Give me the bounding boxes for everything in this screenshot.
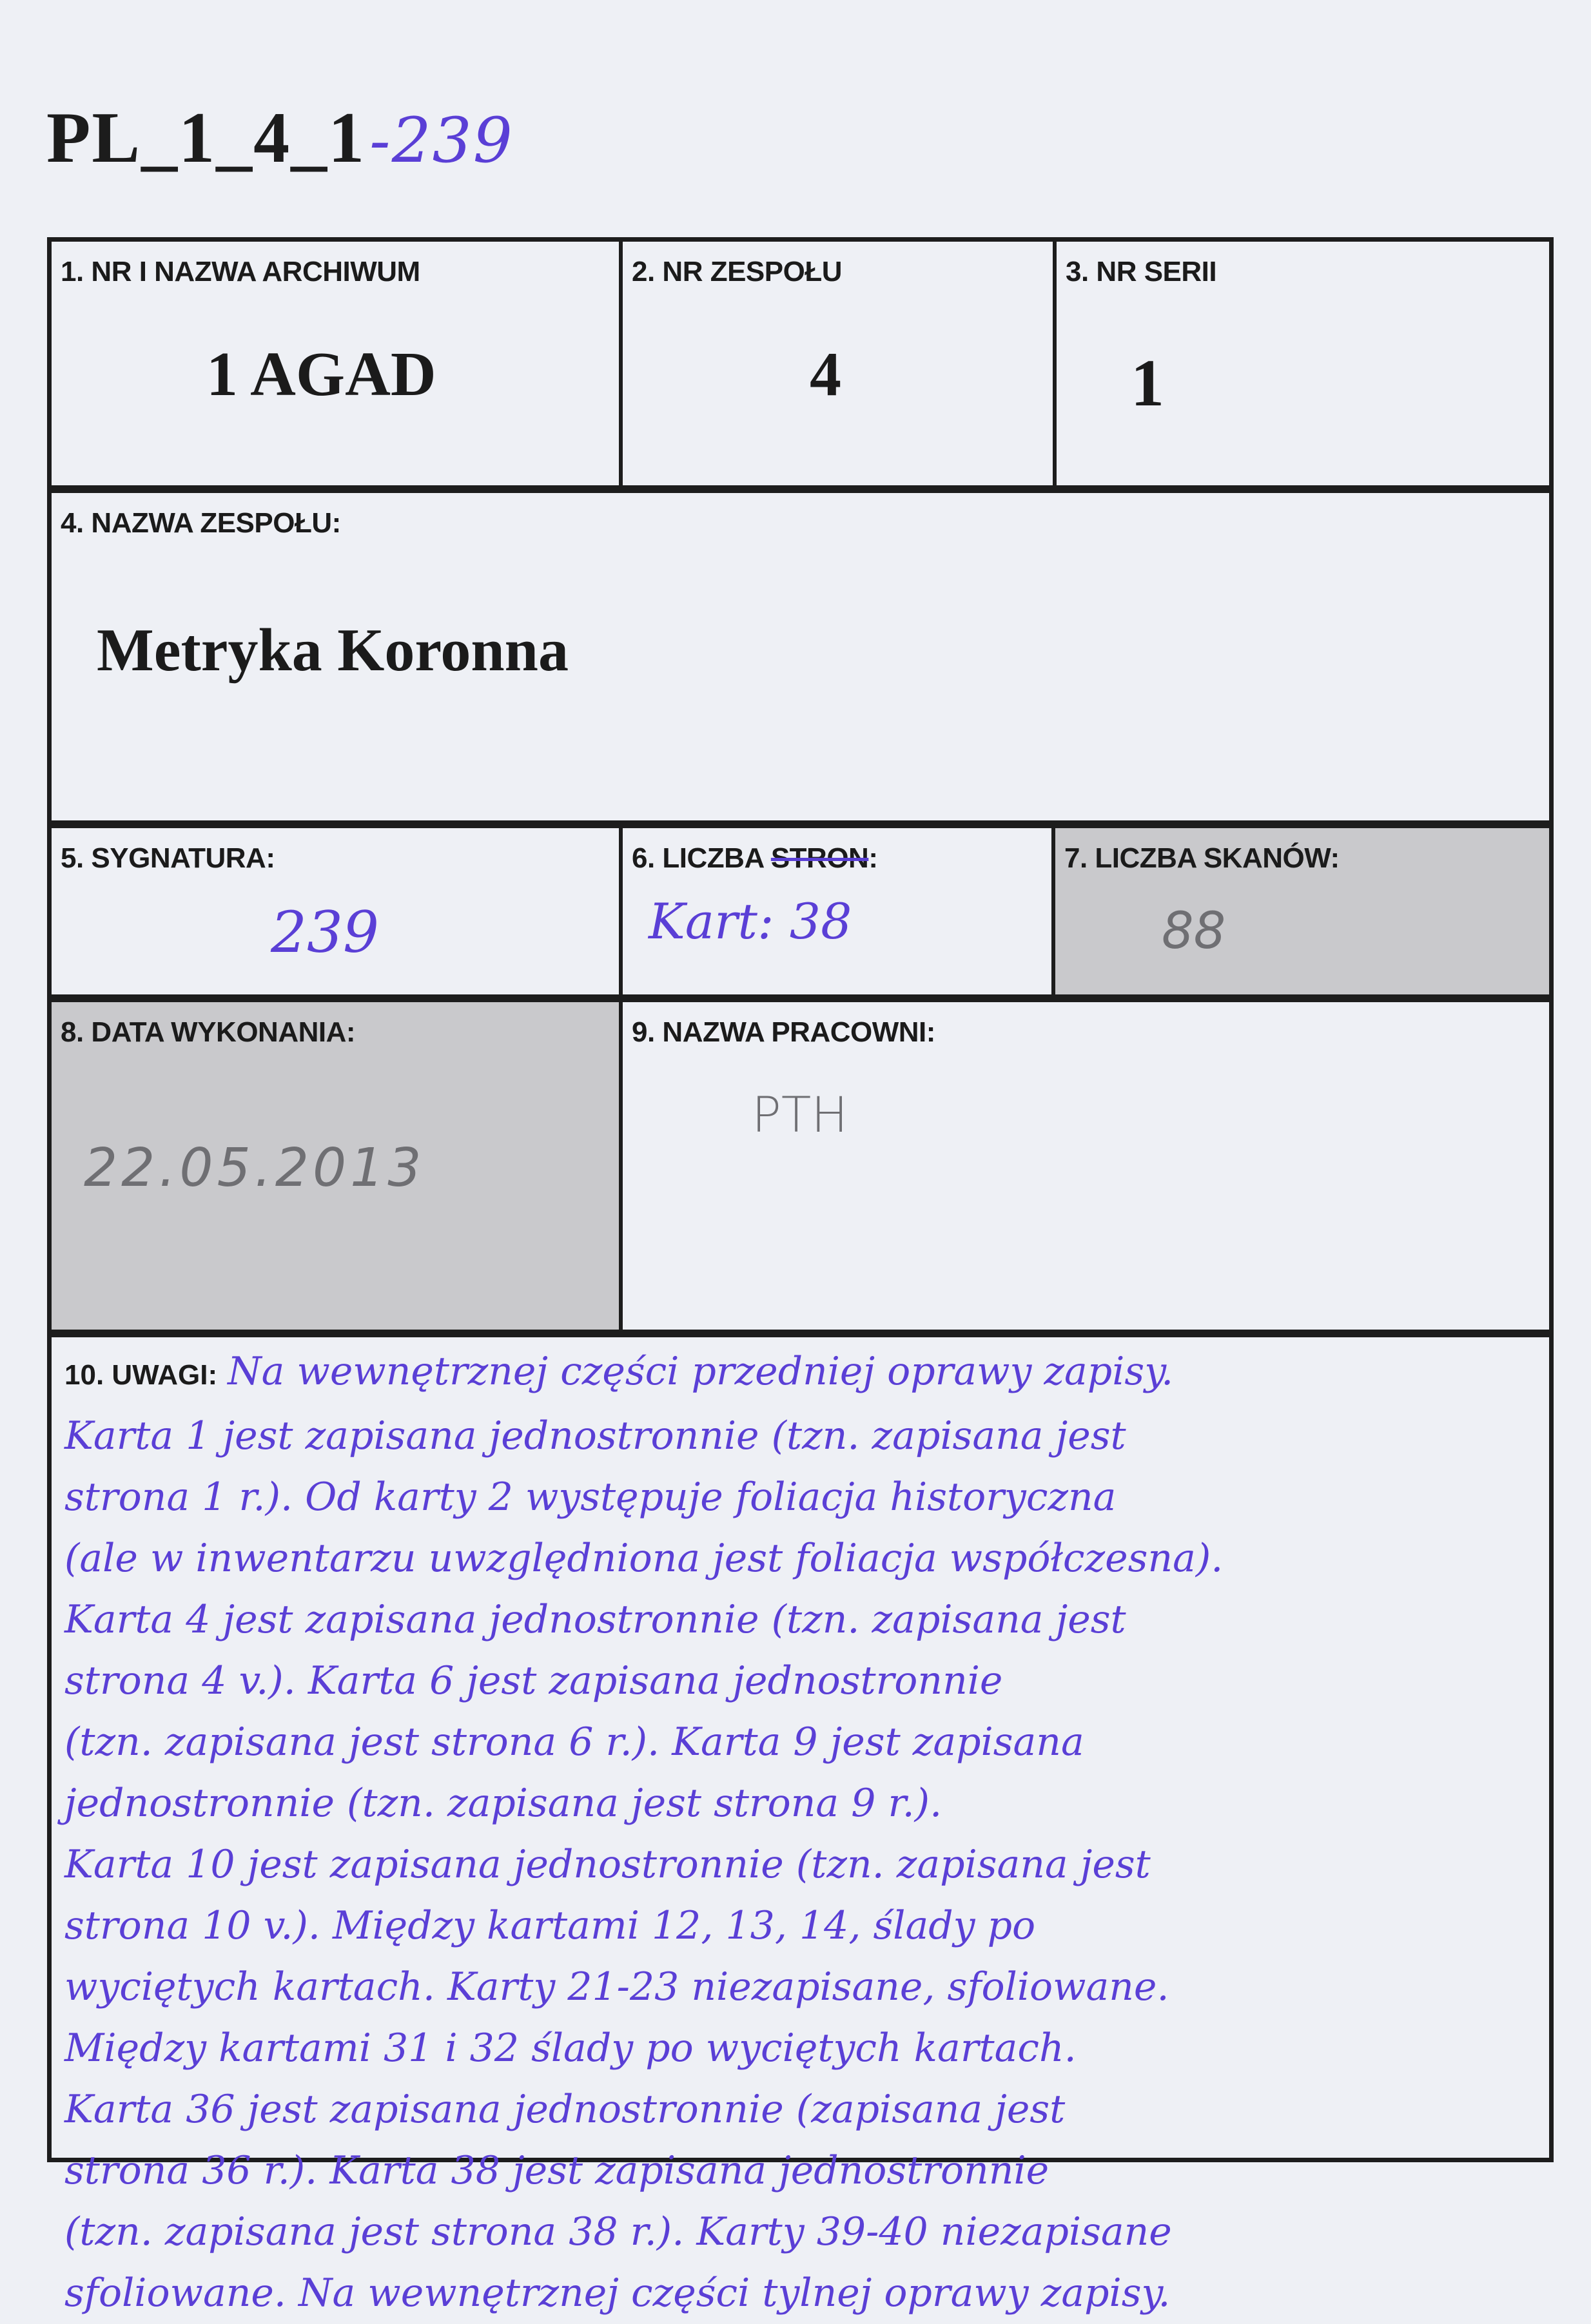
cell-archive bbox=[52, 242, 621, 488]
archive-form bbox=[47, 237, 1554, 2316]
notes-line: strona 36 r.). Karta 38 jest zapisana jednostronnie bbox=[64, 2148, 1049, 2193]
fonds-name-value: Metryka Koronna bbox=[97, 617, 569, 684]
notes-label: 10. UWAGI: bbox=[64, 1359, 218, 1391]
page-count-label bbox=[632, 842, 877, 875]
notes-line: strona 4 v.). Karta 6 jest zapisana jednostronnie bbox=[64, 1658, 1003, 1703]
workshop-label: 9. NAZWA PRACOWNI: bbox=[632, 1016, 935, 1048]
cell-date bbox=[52, 1002, 619, 1331]
cell-fonds-number bbox=[623, 242, 1056, 488]
cell-fonds-name bbox=[52, 493, 1549, 822]
scan-count-label: 7. LICZBA SKANÓW: bbox=[1064, 842, 1340, 874]
page-count-value: Kart: 38 bbox=[649, 893, 852, 950]
cell-scan-count bbox=[1055, 828, 1549, 996]
divider bbox=[52, 485, 1549, 493]
notes-line: strona 10 v.). Między kartami 12, 13, 14, ślady po bbox=[64, 1903, 1036, 1948]
archive-label: 1. NR I NAZWA ARCHIWUM bbox=[61, 256, 420, 287]
page-count-label-suffix: : bbox=[868, 842, 878, 874]
fonds-number-label: 2. NR ZESPOŁU bbox=[632, 256, 842, 287]
date-value: 22.05.2013 bbox=[84, 1138, 425, 1199]
notes-line: sfoliowane. Na wewnętrznej części tylnej oprawy zapisy. bbox=[64, 2271, 1171, 2316]
notes-text bbox=[64, 1341, 1530, 2324]
series-number-value: 1 bbox=[1131, 346, 1164, 420]
document-id-printed: PL_1_4_1 bbox=[46, 98, 366, 178]
cell-notes bbox=[52, 1337, 1549, 2316]
workshop-value: PTH bbox=[752, 1086, 848, 1143]
page-count-label-prefix: 6. LICZBA bbox=[632, 842, 764, 874]
notes-line: 10. UWAGI: Na wewnętrznej części przedniej oprawy zapisy. bbox=[64, 1349, 1174, 1394]
notes-line: (ale w inwentarzu uwzględniona jest foliacja współczesna). bbox=[64, 1536, 1224, 1581]
document-id bbox=[46, 97, 514, 180]
notes-line: Karta 36 jest zapisana jednostronnie (zapisana jest bbox=[64, 2087, 1066, 2132]
notes-line: strona 1 r.). Od karty 2 występuje foliacja historyczna bbox=[64, 1475, 1117, 1520]
date-label: 8. DATA WYKONANIA: bbox=[61, 1016, 356, 1048]
divider bbox=[52, 820, 1549, 828]
cell-workshop bbox=[623, 1002, 1549, 1331]
cell-series-number bbox=[1057, 242, 1553, 488]
document-id-handwritten: -239 bbox=[369, 104, 514, 177]
divider bbox=[52, 1330, 1549, 1337]
notes-line: (tzn. zapisana jest strona 38 r.). Karty 39-40 niezapisane bbox=[64, 2209, 1172, 2254]
divider bbox=[52, 994, 1549, 1002]
page-count-label-struck: STRON bbox=[770, 842, 869, 874]
notes-line: wyciętych kartach. Karty 21-23 niezapisane, sfoliowane. bbox=[64, 1964, 1169, 2009]
fonds-name-label: 4. NAZWA ZESPOŁU: bbox=[61, 507, 341, 539]
signature-label: 5. SYGNATURA: bbox=[61, 842, 275, 874]
signature-value: 239 bbox=[271, 899, 379, 965]
notes-line: (tzn. zapisana jest strona 6 r.). Karta 9 jest zapisana bbox=[64, 1719, 1084, 1765]
cell-page-count bbox=[623, 828, 1052, 996]
notes-line: Karta 4 jest zapisana jednostronnie (tzn. zapisana jest bbox=[64, 1597, 1126, 1642]
notes-line: Karta 1 jest zapisana jednostronnie (tzn. zapisana jest bbox=[64, 1413, 1126, 1458]
notes-line: Karta 10 jest zapisana jednostronnie (tzn. zapisana jest bbox=[64, 1842, 1151, 1887]
notes-line: jednostronnie (tzn. zapisana jest strona 9 r.). bbox=[64, 1781, 942, 1826]
archive-value: 1 AGAD bbox=[206, 340, 436, 409]
series-number-label: 3. NR SERII bbox=[1066, 256, 1217, 287]
scan-count-value: 88 bbox=[1162, 902, 1226, 960]
cell-signature bbox=[52, 828, 619, 996]
notes-line: Między kartami 31 i 32 ślady po wyciętych kartach. bbox=[64, 2026, 1077, 2071]
fonds-number-value: 4 bbox=[810, 340, 841, 409]
